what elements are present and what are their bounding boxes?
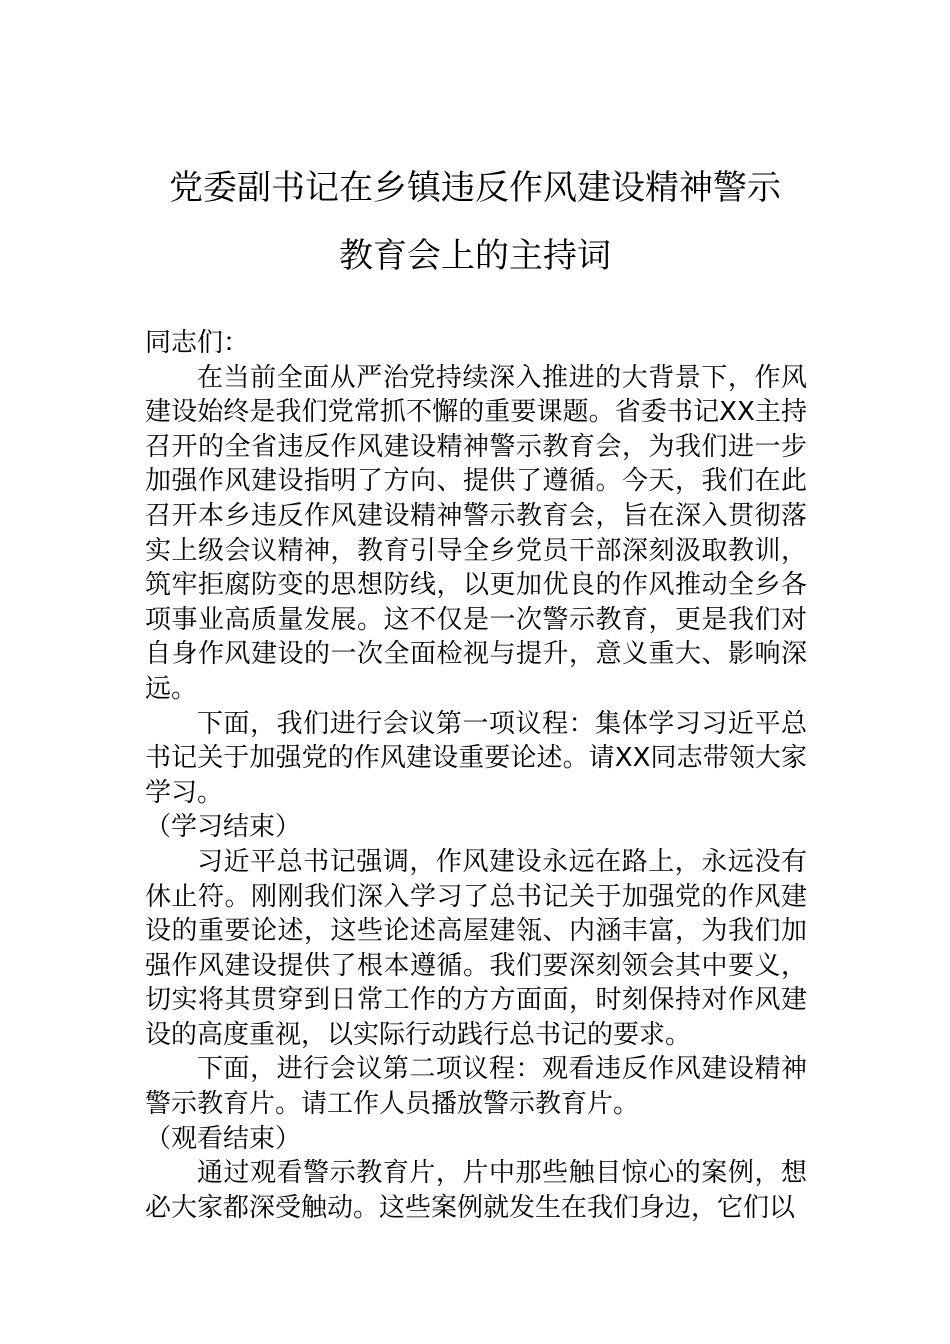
- paragraph-study-summary: 习近平总书记强调，作风建设永远在路上，永远没有休止符。刚刚我们深入学习了总书记关于加强党的作风建设的重要论述，这些论述高屋建瓴、内涵丰富，为我们加强作风建设提供了根本遵循。我们要深刻领会其中要义，切实将其贯穿到日常工作的方方面面，时刻保持对作风建设的高度重视，以实际行动践行总书记的要求。: [145, 846, 807, 1050]
- paragraph-agenda-2: 下面，进行会议第二项议程：观看违反作风建设精神警示教育片。请工作人员播放警示教育片。: [145, 1054, 807, 1120]
- paragraph-viewing-summary: 通过观看警示教育片，片中那些触目惊心的案例，想必大家都深受触动。这些案例就发生在我们身边，它们以: [145, 1158, 807, 1223]
- paragraph-intro: 在当前全面从严治党持续深入推进的大背景下，作风建设始终是我们党常抓不懈的重要课题。省委书记XX主持召开的全省违反作风建设精神警示教育会，为我们进一步加强作风建设指明了方向、提供了遵循。今天，我们在此召开本乡违反作风建设精神警示教育会，旨在深入贯彻落实上级会议精神，教育引导全乡党员干部深刻汲取教训，筑牢拒腐防变的思想防线，以更加优良的作风推动全乡各项事业高质量发展。这不仅是一次警示教育，更是我们对自身作风建设的一次全面检视与提升，意义重大、影响深远。: [145, 362, 807, 704]
- document-title-line-1: 党委副书记在乡镇违反作风建设精神警示: [169, 168, 781, 208]
- document-body: [145, 326, 807, 1225]
- stage-note-study-end: （学习结束）: [145, 812, 302, 843]
- paragraph-agenda-1: 下面，我们进行会议第一项议程：集体学习习近平总书记关于加强党的作风建设重要论述。请XX同志带领大家学习。: [145, 708, 807, 808]
- document-title-line-2: 教育会上的主持词: [339, 236, 611, 276]
- salutation: 同志们：: [145, 328, 250, 358]
- stage-note-viewing-end: （观看结束）: [145, 1123, 302, 1154]
